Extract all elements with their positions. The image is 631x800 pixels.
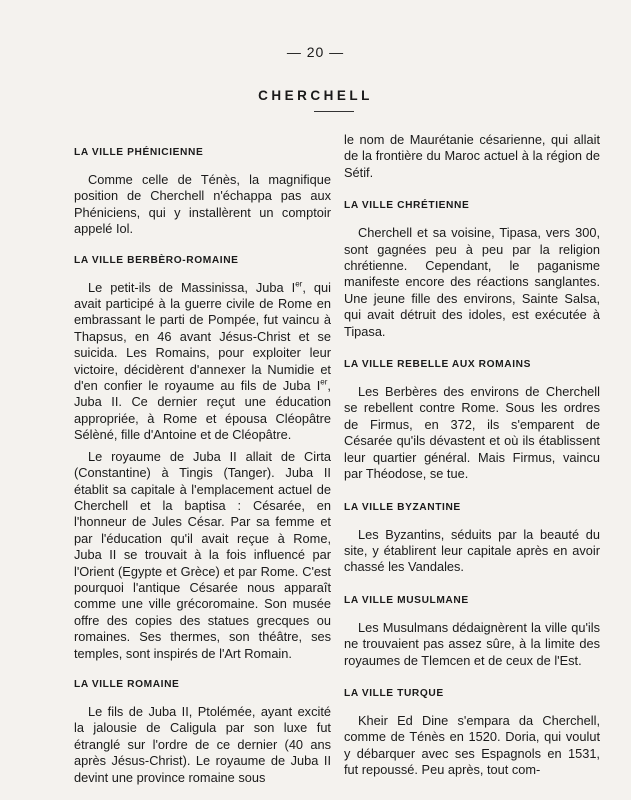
paragraph: Les Byzantins, séduits par la beauté du site, y établirent leur capitale après en avoir chassé les Vandales. bbox=[344, 526, 600, 575]
paragraph: Comme celle de Ténès, la magnifique position de Cherchell n'échappa pas aux Phéniciens, qui y installèrent un comptoir appelé Iol. bbox=[74, 172, 331, 237]
section-heading: LA VILLE ROMAINE bbox=[74, 678, 180, 690]
section-heading: LA VILLE MUSULMANE bbox=[344, 594, 469, 606]
title-underline bbox=[314, 111, 354, 112]
paragraph-continuation: le nom de Maurétanie césarienne, qui allait de la frontière du Maroc actuel à la région de Sétif. bbox=[344, 132, 600, 180]
right-column bbox=[344, 132, 600, 782]
section-heading: LA VILLE BERBÈRO-ROMAINE bbox=[74, 254, 239, 266]
section-heading: LA VILLE BYZANTINE bbox=[344, 501, 461, 513]
paragraph: Kheir Ed Dine s'empara da Cherchell, comme de Ténès en 1520. Doria, qui voulut y débarquer avec ses Espagnols en 1531, fut repoussé. Peu après, tout com- bbox=[344, 712, 600, 778]
paragraph: Les Musulmans dédaignèrent la ville qu'ils ne trouvaient pas assez sûre, à la limite des royaumes de Tlemcen et de ceux de l'Est. bbox=[344, 619, 600, 668]
page-number: — 20 — bbox=[286, 44, 345, 60]
paragraph: Le petit-ils de Massinissa, Juba Ier, qui avait participé à la guerre civile de Rome en embrassant le parti de Pompée, fut vaincu à Thapsus, en 46 avant Jésus-Christ et se suicida. Les Romains, pour exploiter leur victoire, décidèrent d'annexer la Numidie et d'en confier le royaume au fils de Juba Ier, Juba II. Ce dernier reçut une éducation appropriée, à Rome et épousa Cléopâtre Sélèné, fille d'Antoine et de Cléopâtre. bbox=[74, 279, 331, 443]
page-title: CHERCHELL bbox=[258, 88, 373, 103]
paragraph: Le fils de Juba II, Ptolémée, ayant excité la jalousie de Caligula par son luxe fut étranglé sur l'ordre de ce dernier (40 ans après Jésus-Christ). Le royaume de Juba II devint une province romaine sous bbox=[74, 703, 331, 785]
paragraph: Cherchell et sa voisine, Tipasa, vers 300, sont gagnées peu à peu par la religion chrétienne. Cependant, le paganisme manifeste encore des réactions sanglantes. Une jeune fille des environs, Sainte Salsa, qui avait détruit des idoles, est exécutée à Tipasa. bbox=[344, 225, 600, 339]
section-heading: LA VILLE CHRÉTIENNE bbox=[344, 200, 470, 212]
left-column bbox=[74, 132, 331, 791]
section-heading: LA VILLE TURQUE bbox=[344, 687, 444, 699]
section-heading: LA VILLE PHÉNICIENNE bbox=[74, 147, 204, 158]
paragraph: Le royaume de Juba II allait de Cirta (Constantine) à Tingis (Tanger). Juba II établit sa capitale à l'emplacement actuel de Cherchell et la baptisa : Césarée, en l'honneur de Jules César. Par sa femme et par l'éducation qu'il avait reçue à Rome, Juba II se trouvait à la fois influencé par l'Orient (Egypte et Grèce) et par Rome. C'est pourquoi l'antique Césarée nous apparaît comme une ville grécoromaine. Son musée offre des copies des statues grecques ou romaines. Ses thermes, son théâtre, ses temples, sont inspirés de l'Art Romain. bbox=[74, 448, 331, 661]
paragraph: Les Berbères des environs de Cherchell se rebellent contre Rome. Sous les ordres de Firmus, en 372, ils s'emparent de Césarée qu'ils dévastent et où ils établissent leur quartier général. Mais Firmus, vaincu par Théodose, se tue. bbox=[344, 384, 600, 482]
section-heading: LA VILLE REBELLE AUX ROMAINS bbox=[344, 359, 531, 371]
